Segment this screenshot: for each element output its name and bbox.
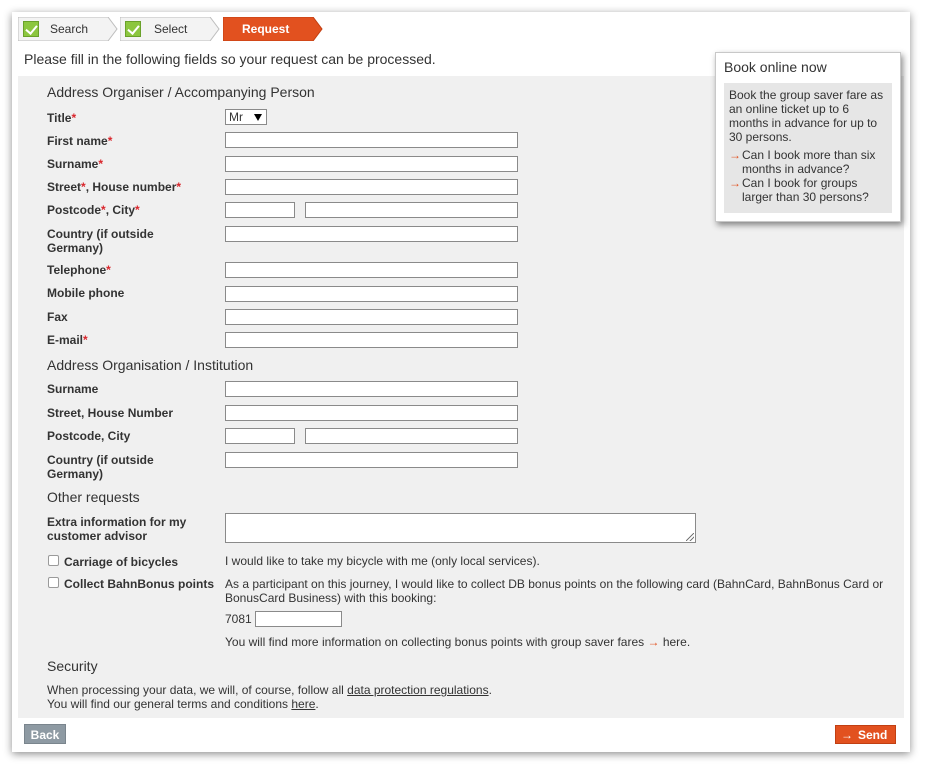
popover-title: Book online now [724, 59, 827, 75]
section-title-organisation: Address Organisation / Institution [47, 357, 254, 373]
bicycles-text: I would like to take my bicycle with me (only local services). [225, 554, 540, 568]
email-input[interactable] [225, 332, 518, 348]
street-label: Street*, House number* [47, 180, 182, 194]
fax-label: Fax [47, 310, 68, 324]
bonus-checkbox[interactable] [48, 577, 59, 588]
mobile-label: Mobile phone [47, 286, 125, 300]
email-label: E-mail* [47, 333, 88, 347]
country-label: Country (if outside Germany) [47, 227, 154, 255]
step-label: Request [242, 22, 290, 36]
first-name-label: First name* [47, 134, 113, 148]
card-prefix: 7081 [225, 612, 252, 626]
popover-body [724, 83, 892, 213]
org-country-input[interactable] [225, 452, 518, 468]
bonus-text: As a participant on this journey, I would like to collect DB bonus points on the following card (BahnCard, BahnBonus Card or BonusCard Business) with this booking: [225, 577, 884, 605]
bonus-info-link[interactable]: here. [662, 635, 691, 649]
street-input[interactable] [225, 179, 518, 195]
popover-description: Book the group saver fare as an online ticket up to 6 months in advance for up to 30 persons. [729, 88, 884, 144]
mobile-input[interactable] [225, 286, 518, 302]
bonus-info-text: You will find more information on collecting bonus points with group saver fares → here. [225, 635, 691, 649]
step-search[interactable] [18, 17, 118, 41]
request-page [12, 12, 910, 752]
org-postcode-input[interactable] [225, 428, 295, 444]
arrow-right-icon: → [729, 176, 741, 190]
arrow-right-icon: → [647, 635, 660, 649]
book-online-popover [715, 52, 901, 222]
postcode-input[interactable] [225, 202, 295, 218]
surname-label: Surname* [47, 157, 104, 171]
title-label: Title* [47, 111, 77, 125]
popover-link-six-months[interactable]: → Can I book more than six months in advance? [729, 148, 876, 176]
arrow-right-icon: → [729, 148, 741, 162]
terms-link[interactable]: here [291, 697, 316, 711]
org-city-input[interactable] [305, 428, 518, 444]
telephone-label: Telephone* [47, 263, 111, 277]
step-label: Select [154, 22, 188, 36]
extra-info-label: Extra information for my customer advisor [47, 515, 187, 543]
bicycles-label: Carriage of bicycles [64, 555, 179, 569]
back-button[interactable]: Back [24, 724, 66, 744]
step-select[interactable] [120, 17, 220, 41]
org-street-label: Street, House Number [47, 406, 174, 420]
first-name-input[interactable] [225, 132, 518, 148]
section-title-security: Security [47, 658, 98, 674]
section-title-organiser: Address Organiser / Accompanying Person [47, 84, 315, 100]
intro-text: Please fill in the following fields so your request can be processed. [24, 51, 436, 67]
chevron-down-icon [254, 114, 262, 121]
org-street-input[interactable] [225, 405, 518, 421]
step-label: Search [50, 22, 89, 36]
data-protection-link[interactable]: data protection regulations [347, 683, 489, 697]
section-title-other: Other requests [47, 489, 140, 505]
bonus-label: Collect BahnBonus points [64, 577, 214, 591]
fax-input[interactable] [225, 309, 518, 325]
title-select[interactable]: Mr [225, 109, 267, 125]
extra-info-textarea[interactable] [225, 513, 696, 543]
bicycles-checkbox[interactable] [48, 555, 59, 566]
send-button[interactable]: → Send [835, 725, 896, 744]
bonus-card-input[interactable] [255, 611, 342, 627]
surname-input[interactable] [225, 156, 518, 172]
country-input[interactable] [225, 226, 518, 242]
popover-link-large-groups[interactable]: → Can I book for groups larger than 30 persons? [729, 176, 869, 204]
step-request [223, 17, 323, 41]
arrow-right-icon: → [841, 728, 853, 742]
city-input[interactable] [305, 202, 518, 218]
resize-grip-icon[interactable] [686, 533, 694, 541]
checkmark-icon [23, 21, 39, 37]
org-surname-input[interactable] [225, 381, 518, 397]
org-postcode-label: Postcode, City [47, 429, 131, 443]
org-country-label: Country (if outside Germany) [47, 453, 154, 481]
telephone-input[interactable] [225, 262, 518, 278]
postcode-label: Postcode*, City* [47, 203, 140, 217]
security-line-1: When processing your data, we will, of course, follow all data protection regulations. [47, 683, 492, 697]
org-surname-label: Surname [47, 382, 99, 396]
checkmark-icon [125, 21, 141, 37]
security-line-2: You will find our general terms and conditions here. [47, 697, 319, 711]
